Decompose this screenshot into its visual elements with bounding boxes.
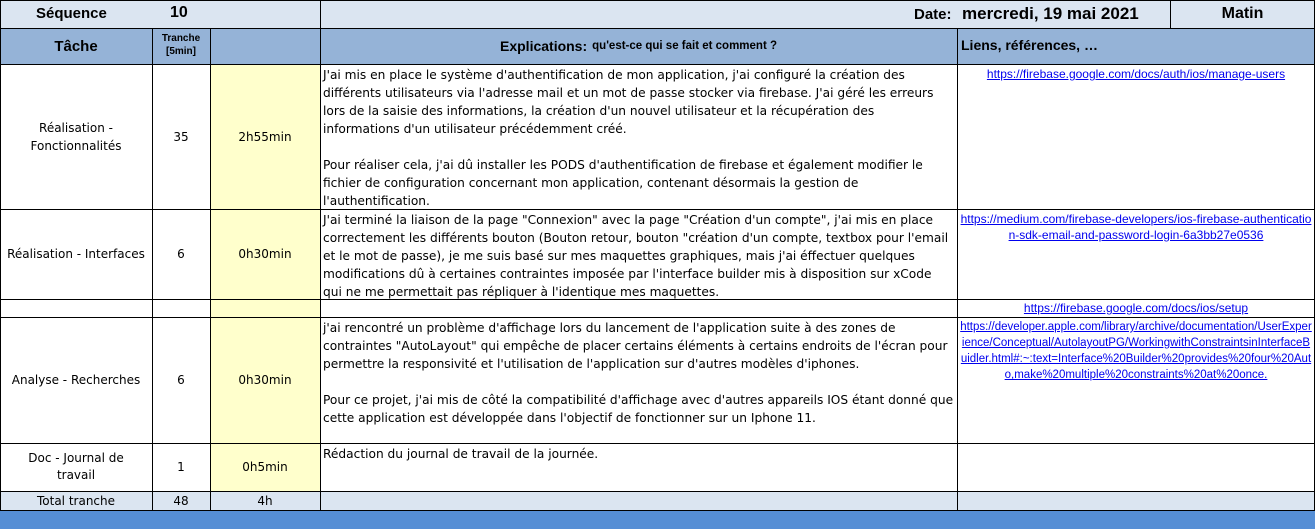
column-links-header: Liens, références, …: [957, 28, 1315, 64]
total-duration: 4h: [210, 491, 320, 510]
total-slots: 48: [152, 491, 210, 510]
total-label: Total tranche: [0, 491, 152, 510]
slots-cell: 6: [152, 317, 210, 443]
task-cell: Réalisation - Interfaces: [0, 209, 152, 299]
task-cell: Analyse - Recherches: [0, 317, 152, 443]
duration-cell: 2h55min: [210, 64, 320, 209]
duration-cell: 0h30min: [210, 209, 320, 299]
explanation-cell: J'ai mis en place le système d'authentification de mon application, j'ai configuré la création des différents utilisateurs via l'adresse mail et un mot de passe stocker via firebase. J'ai géré les erreurs lors de la saisie des informations, la création d'un nouvel utilisateur et la récupération des informations d'un utilisateur précédemment créé. Pour réaliser cela, j'ai dû installer les PODS d'authentification de firebase et également modifier le fichier de configuration concernant mon application, contenant désormais la gestion de l'authentification.: [320, 64, 957, 209]
sequence-cell: [0, 0, 320, 28]
column-slots-header: [152, 28, 210, 64]
slots-cell: 6: [152, 209, 210, 299]
explanation-cell: J'ai terminé la liaison de la page "Connexion" avec la page "Création d'un compte", j'ai mis en place correctement les différents bouton (Bouton retour, bouton "création d'un compte, textbox pour l'email et le mot de passe), je me suis basé sur mes maquettes graphiques, mais j'ai éffectuer quelques modifications dû à certaines contraintes imposée par l'interface builder mis à disposition sur xCode qui ne me permettait pas répliquer à l'identique mes maquettes.: [320, 209, 957, 299]
slots-header-line1: Tranche: [161, 33, 201, 44]
sequence-number: 10: [170, 4, 188, 21]
date-label: Date:: [914, 6, 952, 23]
slots-cell: 1: [152, 443, 210, 491]
slots-cell: 35: [152, 64, 210, 209]
explanation-cell: Rédaction du journal de travail de la journée.: [320, 443, 957, 491]
slots-cell: [152, 299, 210, 317]
explanations-subtitle: qu'est-ce qui se fait et comment ?: [592, 40, 777, 52]
column-task-header: Tâche: [0, 28, 152, 64]
link-cell[interactable]: [957, 443, 1315, 491]
explanation-cell: j'ai rencontré un problème d'affichage lors du lancement de l'application suite à des zones de contraintes "AutoLayout" qui empêche de placer certains éléments à certains endroits de l'écran pour permettre la responsivité et l'utilisation de l'application sur d'autres modèles d'iphones. Pour ce projet, j'ai mis de côté la compatibilité d'affichage avec d'autres appareils IOS étant donné que cette application est développée dans l'objectif de fonctionner sur un Iphone 11.: [320, 317, 957, 443]
duration-cell: [210, 299, 320, 317]
explanation-cell: [320, 299, 957, 317]
slots-header-line2: [5min]: [166, 46, 196, 57]
link-cell[interactable]: https://medium.com/firebase-developers/ios-firebase-authentication-sdk-email-and-password-login-6a3bb27e0536: [957, 209, 1315, 299]
duration-cell: 0h5min: [210, 443, 320, 491]
link-cell[interactable]: https://firebase.google.com/docs/auth/ios/manage-users: [957, 64, 1315, 209]
total-explanation-cell: [320, 491, 957, 510]
date-cell: [320, 0, 1170, 28]
link-cell[interactable]: https://firebase.google.com/docs/ios/setup: [957, 299, 1315, 317]
task-cell: Réalisation - Fonctionnalités: [0, 64, 152, 209]
task-cell: Doc - Journal de travail: [0, 443, 152, 491]
task-cell: [0, 299, 152, 317]
duration-cell: 0h30min: [210, 317, 320, 443]
explanations-title: Explications:: [500, 38, 588, 54]
period-cell: Matin: [1170, 0, 1315, 28]
link-cell[interactable]: https://developer.apple.com/library/archive/documentation/UserExperience/Conceptual/AutolayoutPG/WorkingwithConstraintsinInterfaceBuidler.html#:~:text=Interface%20Builder%20provides%20four%20Auto,make%20multiple%20constraints%20at%20once.: [957, 317, 1315, 443]
bottom-band: [0, 510, 1315, 529]
column-explanations-header: [320, 28, 957, 64]
sequence-label: Séquence: [36, 5, 107, 22]
date-value: mercredi, 19 mai 2021: [962, 4, 1139, 23]
total-links-cell: [957, 491, 1315, 510]
column-duration-header: [210, 28, 320, 64]
